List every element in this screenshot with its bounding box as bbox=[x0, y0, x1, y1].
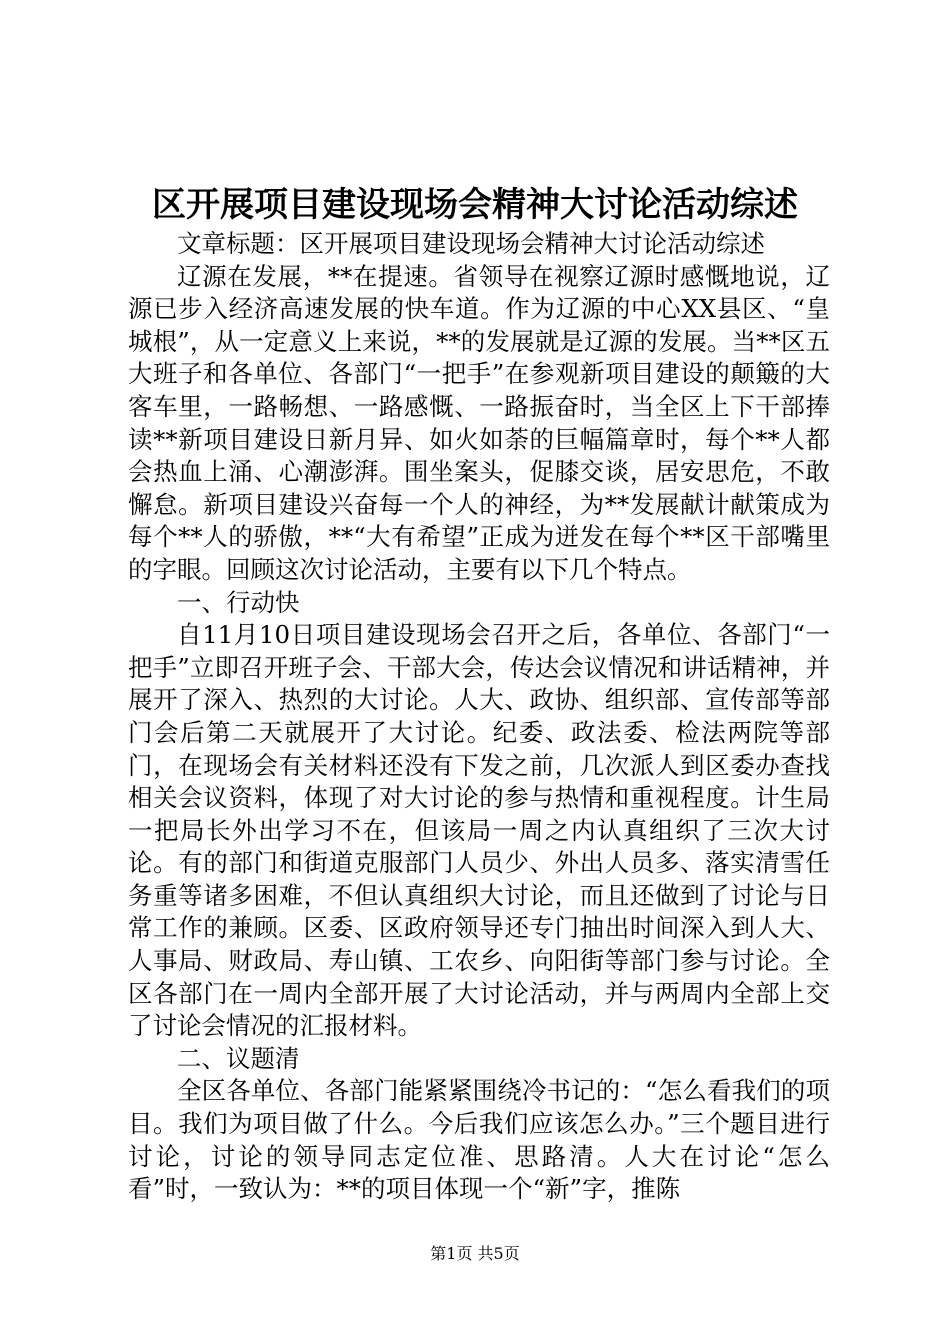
section-heading-1: 一、行动快 bbox=[177, 587, 300, 617]
page-footer: 第1页 共5页 bbox=[430, 1244, 520, 1263]
paragraph-article-title: 文章标题：区开展项目建设现场会精神大讨论活动综述 bbox=[177, 229, 765, 258]
document-title: 区开展项目建设现场会精神大讨论活动综述 bbox=[152, 185, 798, 225]
section-heading-2: 二、议题清 bbox=[177, 1043, 300, 1073]
paragraph-section-2: 全区各单位、各部门能紧紧围绕冷书记的：“怎么看我们的项目。我们为项目做了什么。今后我们应该怎么办。”三个题目进行讨论，讨论的领导同志定位准、思路清。人大在讨论“怎么看”时，一致认为：**的项目体现一个“新”字，推陈 bbox=[128, 1076, 830, 1204]
paragraph-section-1: 自11月10日项目建设现场会召开之后，各单位、各部门“一把手”立即召开班子会、干部大会，传达会议情况和讲话精神，并展开了深入、热烈的大讨论。人大、政协、组织部、宣传部等部门会后第二天就展开了大讨论。纪委、政法委、检法两院等部门，在现场会有关材料还没有下发之前，几次派人到区委办查找相关会议资料，体现了对大讨论的参与热情和重视程度。计生局一把局长外出学习不在，但该局一周之内认真组织了三次大讨论。有的部门和街道克服部门人员少、外出人员多、落实清雪任务重等诸多困难，不但认真组织大讨论，而且还做到了讨论与日常工作的兼顾。区委、区政府领导还专门抽出时间深入到人大、人事局、财政局、寿山镇、工农乡、向阳街等部门参与讨论。全区各部门在一周内全部开展了大讨论活动，并与两周内全部上交了讨论会情况的汇报材料。 bbox=[128, 620, 830, 1041]
paragraph-intro: 辽源在发展，**在提速。省领导在视察辽源时感慨地说，辽源已步入经济高速发展的快车道。作为辽源的中心XX县区、“皇城根”，从一定意义上来说，**的发展就是辽源的发展。当**区五大班子和各单位、各部门“一把手”在参观新项目建设的颠簸的大客车里，一路畅想、一路感慨、一路振奋时，当全区上下干部捧读**新项目建设日新月异、如火如荼的巨幅篇章时，每个**人都会热血上涌、心潮澎湃。围坐案头，促膝交谈，居安思危，不敢懈怠。新项目建设兴奋每一个人的神经，为**发展献计献策成为每个**人的骄傲，**“大有希望”正成为迸发在每个**区干部嘴里的字眼。回顾这次讨论活动，主要有以下几个特点。 bbox=[128, 261, 830, 584]
document-body bbox=[128, 228, 830, 1206]
